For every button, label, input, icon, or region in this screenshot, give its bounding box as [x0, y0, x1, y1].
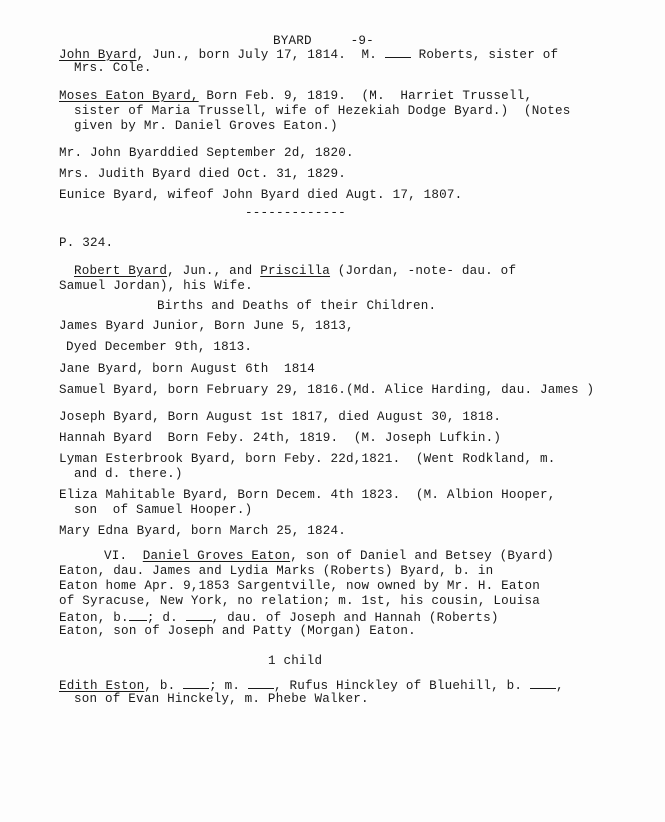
child-record: Eliza Mahitable Byard, Born Decem. 4th 1823. (M. Albion Hooper, — [59, 488, 556, 502]
generation-numeral: VI. — [104, 549, 128, 563]
child-count-heading: 1 child — [268, 654, 323, 668]
page-reference: P. 324. — [59, 236, 114, 250]
entry-moses-line2: sister of Maria Trussell, wife of Hezekiah Dodge Byard.) (Notes — [74, 104, 571, 118]
child-record: Samuel Byard, born February 29, 1816.(Md. Alice Harding, dau. James ) — [59, 383, 595, 397]
edith-line1: Edith Eston, b. ; m. , Rufus Hinckley of Bluehill, b. , — [59, 679, 564, 693]
header-title: BYARD — [273, 34, 312, 48]
child-record: Lyman Esterbrook Byard, born Feby. 22d,1821. (Went Rodkland, m. — [59, 452, 556, 466]
vi-line2: Eaton, dau. James and Lydia Marks (Roberts) Byard, b. in — [59, 564, 494, 578]
robert-line2: Samuel Jordan), his Wife. — [59, 279, 253, 293]
blank-line — [183, 677, 209, 689]
entry-moses-line3: given by Mr. Daniel Groves Eaton.) — [74, 119, 338, 133]
child-record: Jane Byard, born August 6th 1814 — [59, 362, 315, 376]
blank-line — [129, 609, 147, 621]
priscilla-name: Priscilla — [260, 264, 331, 278]
page-number: -9- — [350, 34, 374, 48]
child-record: son of Samuel Hooper.) — [74, 503, 253, 517]
death-record: Eunice Byard, wifeof John Byard died Augt. 17, 1807. — [59, 188, 463, 202]
entry-john-line1: John Byard, Jun., born July 17, 1814. M. Roberts, sister of — [59, 48, 559, 62]
robert-byard-name: Robert Byard — [74, 264, 168, 278]
vi-line3: Eaton home Apr. 9,1853 Sargentville, now owned by Mr. H. Eaton — [59, 579, 540, 593]
children-heading: Births and Deaths of their Children. — [157, 299, 437, 313]
moses-eaton-byard-name: Moses Eaton Byard, — [59, 89, 199, 103]
child-record: Dyed December 9th, 1813. — [66, 340, 253, 354]
blank-line — [385, 46, 411, 58]
entry-john-line2: Mrs. Cole. — [74, 61, 152, 75]
vi-line6: Eaton, son of Joseph and Patty (Morgan) Eaton. — [59, 624, 416, 638]
death-record: Mrs. Judith Byard died Oct. 31, 1829. — [59, 167, 347, 181]
blank-line — [186, 609, 212, 621]
section-divider: ------------- — [245, 206, 346, 220]
vi-line5: Eaton, b. ; d. , dau. of Joseph and Hannah (Roberts) — [59, 611, 499, 625]
child-record: James Byard Junior, Born June 5, 1813, — [59, 319, 354, 333]
entry-moses-line1: Moses Eaton Byard, Born Feb. 9, 1819. (M. Harriet Trussell, — [59, 89, 533, 103]
vi-line1: VI. Daniel Groves Eaton, son of Daniel and Betsey (Byard) — [104, 549, 554, 563]
robert-line1: Robert Byard, Jun., and Priscilla (Jordan, -note- dau. of — [74, 264, 517, 278]
death-record: Mr. John Byarddied September 2d, 1820. — [59, 146, 354, 160]
edith-eston-name: Edith Eston — [59, 679, 145, 693]
vi-line4: of Syracuse, New York, no relation; m. 1st, his cousin, Louisa — [59, 594, 540, 608]
blank-line — [530, 677, 556, 689]
child-record: Hannah Byard Born Feby. 24th, 1819. (M. Joseph Lufkin.) — [59, 431, 502, 445]
child-record: Mary Edna Byard, born March 25, 1824. — [59, 524, 347, 538]
blank-line — [248, 677, 274, 689]
child-record: Joseph Byard, Born August 1st 1817, died August 30, 1818. — [59, 410, 502, 424]
john-byard-name: John Byard — [59, 48, 137, 62]
edith-line2: son of Evan Hinckely, m. Phebe Walker. — [74, 692, 369, 706]
child-record: and d. there.) — [74, 467, 183, 481]
daniel-groves-eaton-name: Daniel Groves Eaton — [142, 549, 291, 563]
